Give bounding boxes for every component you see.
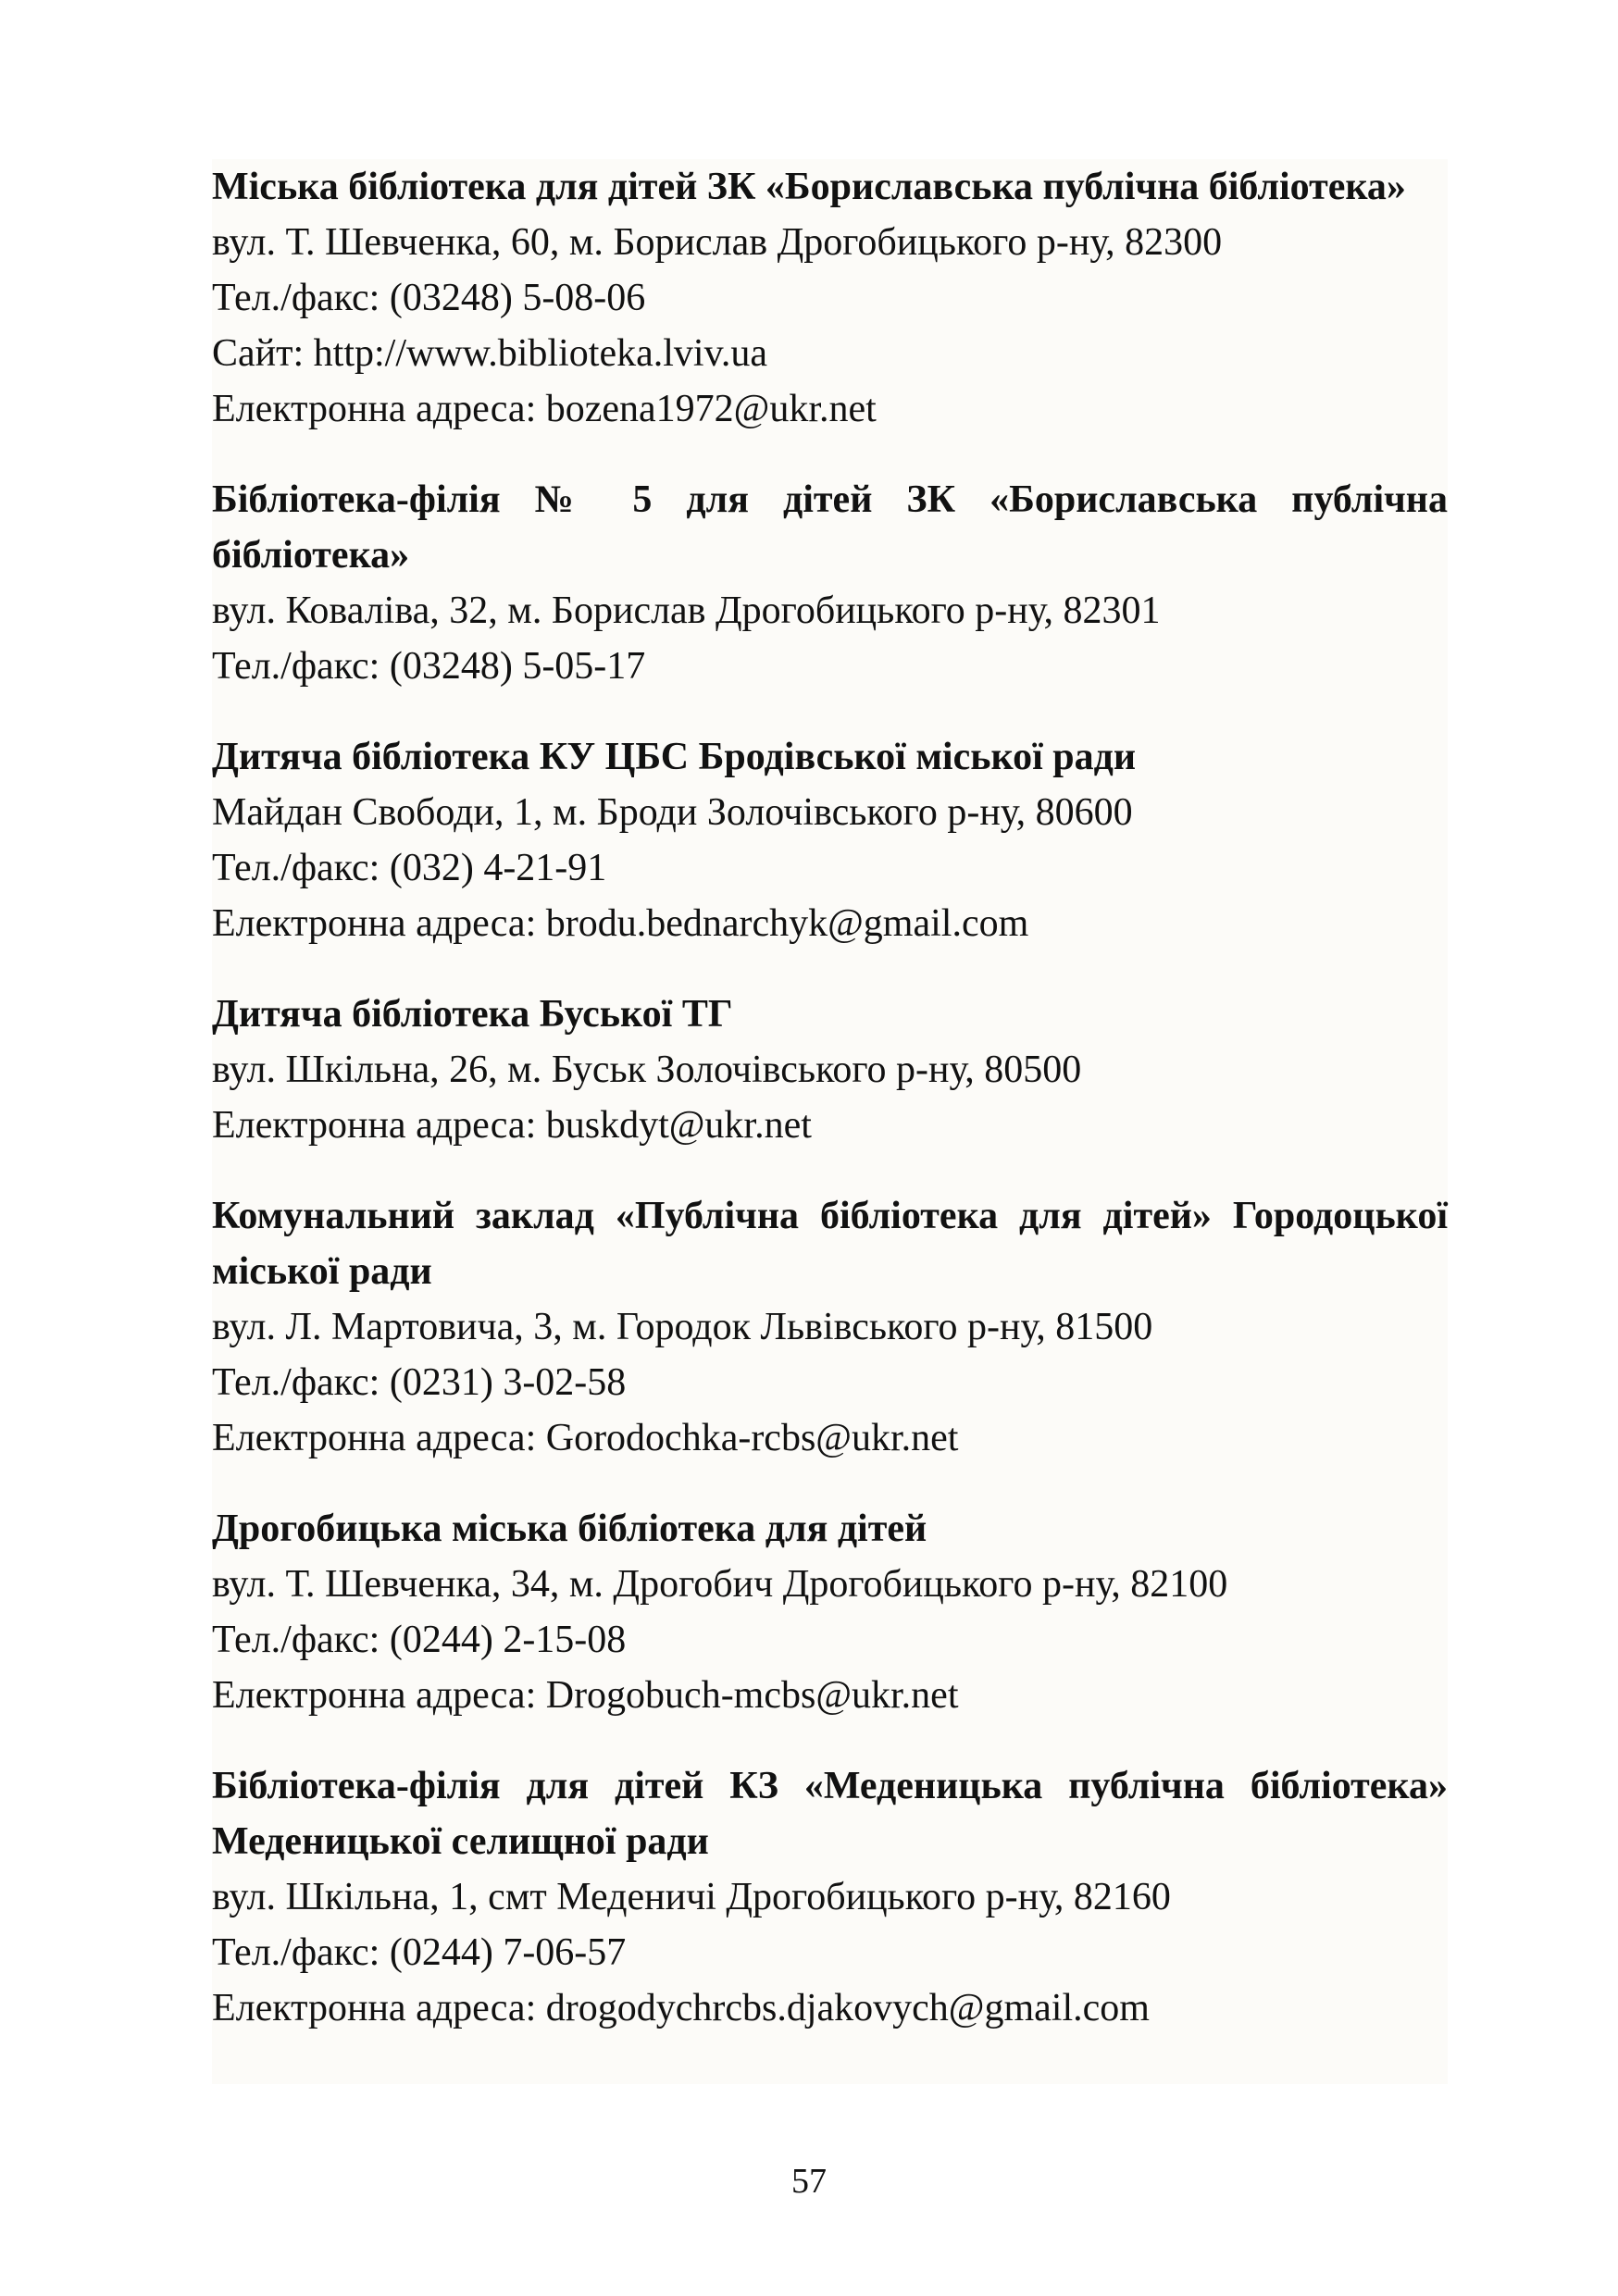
library-name: Дитяча бібліотека Буської ТГ: [212, 993, 733, 1036]
library-address: вул. Л. Мартовича, 3, м. Городок Львівського р-ну, 81500: [212, 1306, 1153, 1348]
library-email: Електронна адреса: bozena1972@ukr.net: [212, 388, 877, 430]
library-phone: Тел./факс: (03248) 5-05-17: [212, 645, 646, 688]
library-phone: Тел./факс: (0244) 7-06-57: [212, 1931, 627, 1974]
library-email: Електронна адреса: buskdyt@ukr.net: [212, 1104, 812, 1147]
library-entry: [212, 1758, 1448, 2036]
library-email: Електронна адреса: Drogobuch-mcbs@ukr.net: [212, 1674, 959, 1717]
library-name: Дитяча бібліотека КУ ЦБС Бродівської міської ради: [212, 736, 1137, 778]
library-address: вул. Шкільна, 1, смт Меденичі Дрогобицького р-ну, 82160: [212, 1876, 1171, 1918]
library-address: вул. Т. Шевченка, 60, м. Борислав Дрогобицького р-ну, 82300: [212, 221, 1223, 264]
library-email: Електронна адреса: Gorodochka-rcbs@ukr.net: [212, 1417, 959, 1459]
library-name: Дрогобицька міська бібліотека для дітей: [212, 1508, 927, 1550]
library-entry: [212, 472, 1448, 694]
library-phone: Тел./факс: (0244) 2-15-08: [212, 1619, 627, 1661]
library-phone: Тел./факс: (03248) 5-08-06: [212, 277, 646, 319]
page-number: 57: [791, 2162, 827, 2201]
library-entry: [212, 1501, 1448, 1723]
library-name: Бібліотека-філія для дітей КЗ «Меденицька публічна бібліотека» Меденицької селищної ради: [212, 1765, 1448, 1863]
library-phone: Тел./факс: (0231) 3-02-58: [212, 1361, 627, 1404]
library-entry: [212, 159, 1448, 437]
library-name: Бібліотека-філія № 5 для дітей ЗК «Бориславська публічна бібліотека»: [212, 478, 1448, 577]
library-address: вул. Коваліва, 32, м. Борислав Дрогобицького р-ну, 82301: [212, 590, 1161, 632]
library-address: вул. Шкільна, 26, м. Буськ Золочівського р-ну, 80500: [212, 1049, 1082, 1091]
library-entry: [212, 987, 1448, 1153]
library-entry: [212, 1188, 1448, 1466]
library-name: Міська бібліотека для дітей ЗК «Бориславська публічна бібліотека»: [212, 166, 1406, 208]
library-email: Електронна адреса: brodu.bednarchyk@gmail.com: [212, 902, 1029, 945]
library-directory: [212, 159, 1448, 2084]
library-website: Сайт: http://www.biblioteka.lviv.ua: [212, 332, 767, 375]
library-address: вул. Т. Шевченка, 34, м. Дрогобич Дрогобицького р-ну, 82100: [212, 1563, 1228, 1606]
library-phone: Тел./факс: (032) 4-21-91: [212, 847, 607, 889]
library-address: Майдан Свободи, 1, м. Броди Золочівського р-ну, 80600: [212, 791, 1133, 834]
library-name: Комунальний заклад «Публічна бібліотека для дітей» Городоцької міської ради: [212, 1195, 1448, 1293]
library-email: Електронна адреса: drogodychrcbs.djakovych@gmail.com: [212, 1987, 1150, 2029]
library-entry: [212, 729, 1448, 951]
